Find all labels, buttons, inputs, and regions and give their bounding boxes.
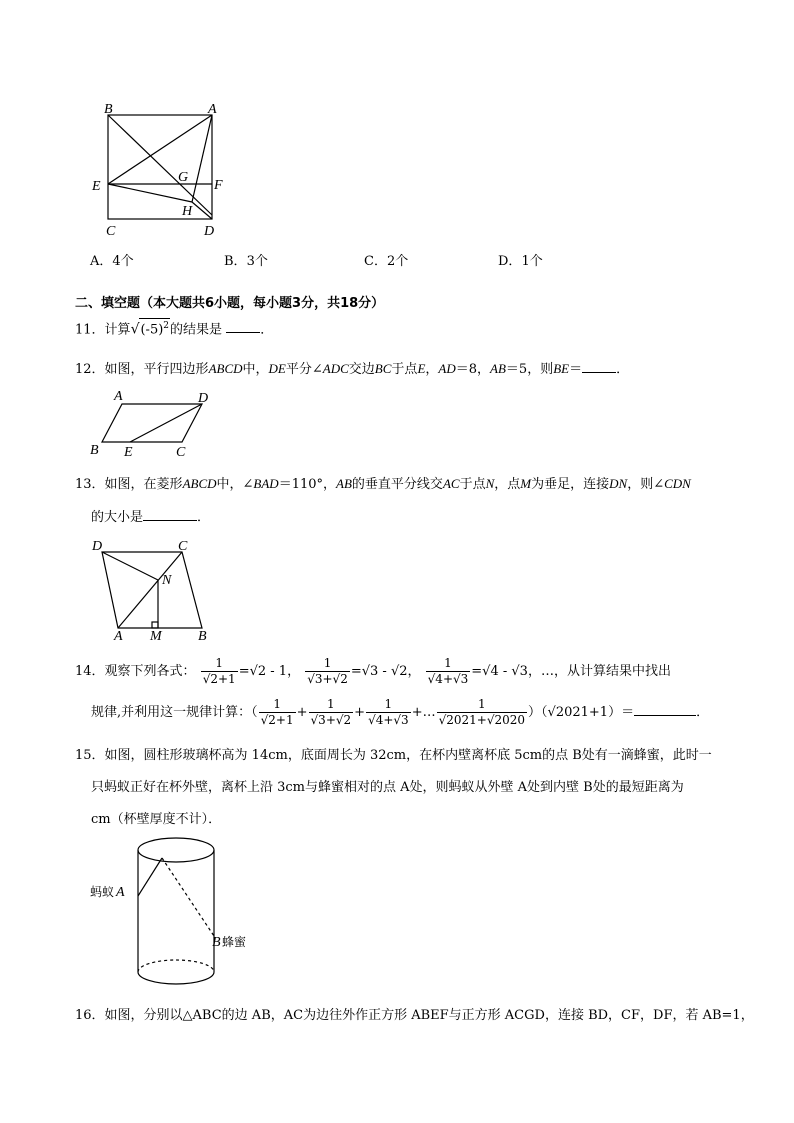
question15-line1 [75,744,712,763]
q12-text1: 如图，平行四边形 [104,362,209,377]
q13-bad: BAD [253,476,279,491]
q11-exponent: 2 [163,321,170,331]
q11-suffix: 的结果是 [170,322,223,338]
label-h: H [182,204,193,219]
option-b-letter: B． [224,254,247,269]
q13-ac: AC [442,476,460,491]
label-b: B [104,102,113,117]
label-c: C [178,539,188,554]
question13-line2 [91,506,210,525]
option-c-letter: C． [364,254,387,269]
q13-t2: 中，∠ [216,477,254,492]
q14-fraction-3 [426,656,471,687]
q14-term-2 [309,697,354,728]
option-c-text: 2个 [386,254,409,269]
label-m: M [150,629,162,644]
q14-term-1 [259,697,296,728]
q14-g2-num: 1 [309,697,354,713]
option-d-text: 1个 [521,254,543,269]
q13-number: 13． [75,477,105,492]
q14-g1-den: √2+1 [260,713,294,727]
segment-h-d [192,202,212,219]
label-b: B [212,935,221,950]
option-d-letter: D． [498,254,522,269]
segment-e-a [108,115,212,184]
q11-prefix: 计算 [104,322,131,338]
q14-f1-den: √2+1 [202,672,236,686]
q13-cdn: CDN [664,476,691,491]
question16-line1 [75,1004,754,1023]
label-c: C [176,445,186,460]
q11-number: 11． [75,322,105,338]
q13-dn: DN [609,476,628,491]
q11-end: ． [260,322,274,338]
q12-abcd: ABCD [208,361,243,376]
path-rim-to-honey [162,858,214,936]
q12-de: DE [268,361,286,376]
q14-fraction-2 [305,656,350,687]
q12-ad: AD [438,361,456,376]
label-e: E [124,445,133,460]
option-b [224,250,268,269]
q12-text8: ＝5，则 [505,362,554,377]
q12-text9: ＝ [569,362,583,377]
q14-g2-den: √3+√2 [310,713,352,727]
q14-f1-num: 1 [201,656,238,672]
q14-g4-den: √2021+√2020 [438,713,526,727]
q14-f3-num: 1 [426,656,471,672]
q14-fraction-1 [201,656,238,687]
q13-t5: 于点 [459,477,486,492]
segment-dn [102,552,158,580]
label-a: A [208,102,217,117]
q14-f3-den: √4+√3 [427,672,469,686]
right-angle-mark [152,622,158,628]
option-b-text: 3个 [246,254,268,269]
q14-g4-num: 1 [437,697,527,713]
q13-abcd: ABCD [182,476,217,491]
option-a-letter: A． [90,254,113,269]
q11-radicand-text: (-5) [140,322,164,338]
segment-a-h [192,115,212,202]
question14-line2: 规律,并利用这一规律计算：（ $\frac{1}{√2+1}$ + $\frac{1}{√3+√2}$ + $\frac{1}{√4+√3}$ +… $\frac{1}{√2021+√2020}$ ）（√2021+1）＝ ． [91,697,710,727]
q11-radicand [139,318,170,337]
option-d [498,250,543,269]
q12-text7: ＝8， [455,362,491,377]
q13-t1: 如图，在菱形 [104,477,183,492]
q12-e: E [417,361,426,376]
diagonal-b-h [108,115,212,215]
q14-g3-num: 1 [366,697,411,713]
question15-cylinder-figure [86,832,276,988]
question13-line1 [75,473,691,492]
q15-line2-text: 只蚂蚁正好在杯外壁，离杯上沿 3cm与蜂蜜相对的点 A处，则蚂蚁从外壁 A处到内壁 B处的最短距离为 [91,780,684,795]
segment-de [130,404,202,442]
question10-figure [80,95,240,245]
q13-t4: 的垂直平分线交 [351,477,443,492]
q14-dots: +… [411,705,436,720]
q13-t3: ＝110°， [278,477,337,492]
q12-text2: 中， [242,362,269,377]
q14-f2-den: √3+√2 [307,672,348,686]
q15-number: 15． [75,748,105,763]
question12-figure [86,386,226,458]
q14-end: ． [696,705,710,720]
q16-text: 如图，分别以△ABC的边 AB，AC为边往外作正方形 ABEF与正方形 ACGD，连接 BD，CF，DF，若 AB=1， [104,1008,754,1023]
q14-f3-rhs: =√4 - √3，…，从计算结果中找出 [471,664,671,679]
label-c: C [106,224,116,239]
q12-number: 12． [75,362,105,377]
q14-f2-num: 1 [305,656,350,672]
label-b: B [198,629,207,644]
label-d: D [198,391,209,406]
q12-text6: ， [425,362,439,377]
q12-text4: 交边 [348,362,375,377]
q13-n: N [485,476,495,491]
label-b: B [90,443,99,458]
q13-answer-blank[interactable] [143,520,197,521]
label-a: A [114,389,123,404]
q14-number: 14． [75,664,105,679]
q14-line2-intro: 规律,并利用这一规律计算：（ [91,705,258,720]
segment-e-h [108,184,192,202]
q13-m: M [520,476,532,491]
q14-tail: ）（√2021+1）＝ [528,705,635,720]
rhombus-abcd [102,552,202,628]
label-honey: 蜂蜜 [222,935,247,949]
question12 [75,358,629,377]
q14-term-3 [366,697,411,728]
cylinder-bottom-back [138,960,214,972]
option-a-text: 4个 [112,254,134,269]
q14-f1-rhs: =√2 - 1， [238,664,301,679]
q14-f2-rhs: =√3 - √2， [350,664,421,679]
q11-answer-blank[interactable] [226,332,260,333]
q12-answer-blank[interactable] [582,372,616,373]
label-g: G [178,170,189,185]
q12-text3: 平分∠ [285,362,323,377]
option-c [364,250,408,269]
q12-ab: AB [490,361,506,376]
cylinder-bottom-front [138,972,214,984]
parallelogram-abcd [102,404,202,442]
label-ant: 蚂蚁 [90,885,115,899]
q15-line1-text: 如图，圆柱形玻璃杯高为 14cm，底面周长为 32cm，在杯内壁离杯底 5cm的点 B处有一滴蜂蜜，此时一 [104,748,712,763]
q12-end: ． [616,362,630,377]
q13-end: ． [197,510,211,525]
q14-term-n [437,697,527,728]
label-a: A [116,885,125,900]
sqrt-icon: √ [130,321,140,338]
q13-ab: AB [336,476,352,491]
question15-line2 [91,776,684,795]
label-d: D [92,539,103,554]
q16-number: 16． [75,1008,105,1023]
q13-line2-text: 的大小是 [91,510,144,525]
q13-t6: ，点 [494,477,521,492]
q12-be: BE [553,361,570,376]
label-a: A [114,629,123,644]
q14-g3-den: √4+√3 [368,713,409,727]
q12-text5: 于点 [391,362,418,377]
q12-adc: ADC [322,361,349,376]
label-d: D [204,224,215,239]
question14-line1 [75,656,671,688]
q13-t8: ，则∠ [627,477,665,492]
q13-t7: 为垂足，连接 [531,477,610,492]
question15-line3 [91,808,221,827]
label-e: E [92,179,101,194]
q14-intro: 观察下列各式： [104,664,196,679]
option-a [90,250,134,269]
section2-title: 二、填空题（本大题共6小题，每小题3分，共18分） [75,296,385,311]
q14-answer-blank[interactable] [634,715,696,716]
label-n: N [162,573,172,588]
q14-g1-num: 1 [259,697,296,713]
q12-bc: BC [374,361,392,376]
question11 [75,318,273,341]
path-ant-to-rim [138,858,162,896]
question13-figure [88,536,218,646]
label-f: F [214,178,223,193]
diagonal-ac [118,552,182,628]
q15-line3-text: cm（杯壁厚度不计）． [91,812,222,827]
cylinder-top [138,838,214,862]
